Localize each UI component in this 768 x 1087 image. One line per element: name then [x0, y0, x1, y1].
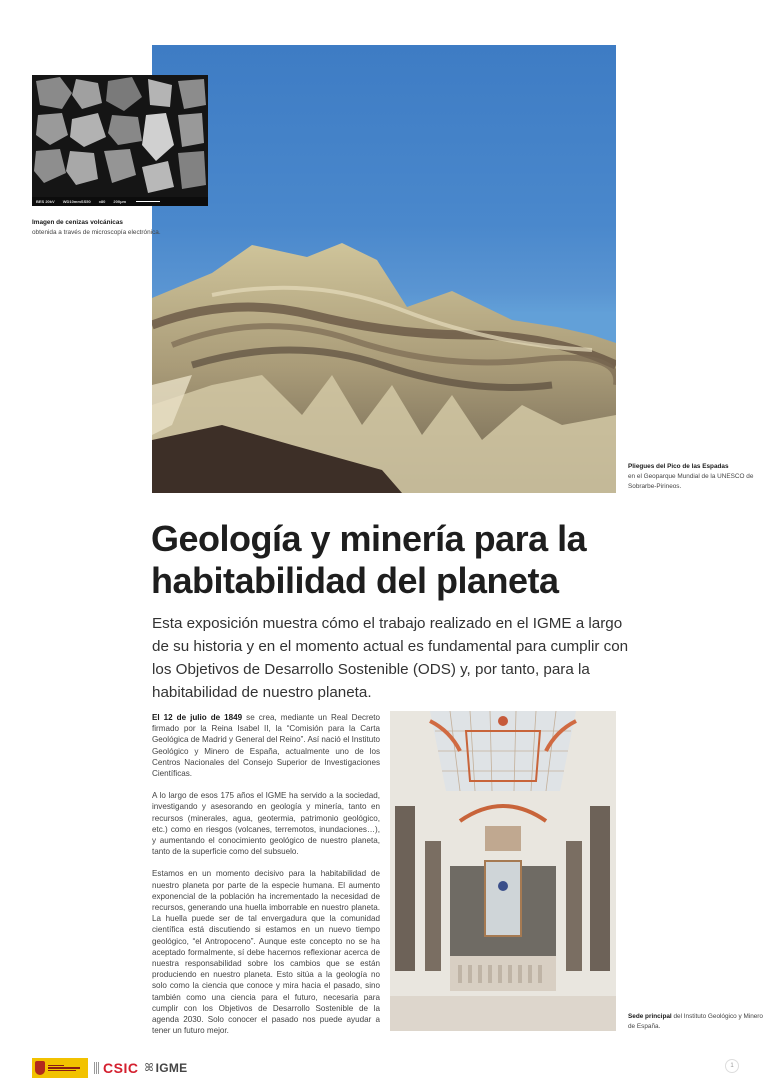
scale-wd: WD10mmSS50 — [62, 199, 91, 204]
paragraph-1-text: se crea, mediante un Real Decreto firmado por la Reina Isabel II, la “Comisión para la Carta Geológica de Madrid y General del Reino”. Así nació el Instituto Geológico y Minero de España, actualmente uno de los Centros Nacionales del Consejo Superior de Investigaciones Científicas. — [152, 713, 380, 779]
scale-bar — [32, 197, 208, 206]
csic-logo — [94, 1060, 138, 1076]
igme-mark-icon: ꕤ — [144, 1061, 154, 1074]
scale-mode: BES 20kV — [36, 199, 55, 204]
scale-value: 200μm — [113, 199, 127, 204]
caption-mountain — [628, 462, 763, 492]
caption-interior — [628, 1012, 763, 1032]
paragraph-1 — [152, 712, 380, 779]
csic-mark-icon — [94, 1062, 100, 1074]
igme-label: IGME — [155, 1061, 188, 1075]
lead-paragraph: Esta exposición muestra cómo el trabajo realizado en el IGME a largo de su historia y en el momento actual es fundamental para cumplir con los Objetivos de Desarrollo Sostenible (ODS) y, por tanto, para la habitabilidad de nuestro planeta. — [152, 615, 629, 701]
scale-mag: x80 — [98, 199, 106, 204]
coat-of-arms-icon — [35, 1061, 45, 1075]
footer-logos — [32, 1057, 187, 1079]
volcanic-ash-image — [32, 75, 208, 206]
csic-label: CSIC — [103, 1060, 139, 1076]
caption-interior-text: del Instituto Geológico y Minero de España. — [628, 1013, 763, 1030]
mountain-photo — [152, 45, 616, 493]
interior-photo — [390, 711, 616, 1031]
ministry-text-lines — [48, 1065, 80, 1072]
gobierno-logo — [32, 1058, 88, 1078]
page-number: 1 — [725, 1059, 739, 1073]
scale-line — [136, 201, 160, 203]
igme-logo — [144, 1061, 187, 1075]
caption-mountain-text: en el Geoparque Mundial de la UNESCO de Sobrarbe-Pirineos. — [628, 473, 754, 490]
paragraph-2: A lo largo de esos 175 años el IGME ha servido a la sociedad, investigando y asesorando en geología y minería, tanto en recursos (minerales, agua, geotermia, patrimonio geológico, etc.) como en riesgos (volcanes, terremotos, inundaciones…), y aumentando el conocimiento geológico de nuestro planeta, tanto de la superficie como del subsuelo. — [152, 791, 380, 857]
body-text — [152, 712, 380, 1047]
caption-ash — [32, 218, 162, 238]
date-highlight: El 12 de julio de 1849 — [152, 713, 243, 722]
caption-interior-bold: Sede principal — [628, 1013, 672, 1020]
page-title: Geología y minería para la habitabilidad del planeta — [151, 518, 587, 601]
caption-ash-bold: Imagen de cenizas volcánicas — [32, 219, 123, 226]
paragraph-3: Estamos en un momento decisivo para la habitabilidad de nuestro planeta por parte de la especie humana. El aumento exponencial de la población ha incrementado la necesidad de recursos, generando una huella imborrable en nuestro planeta. La huella puede ser de tal envergadura que la comunidad científica está discutiendo si estamos en un nuevo tiempo geológico, “el Antropoceno”. Aunque este concepto no se ha aceptado formalmente, sí debe hacernos reflexionar acerca de nuestra responsabilidad sobre los cambios que se están produciendo en nuestro planeta. Esto sitúa a la geología no solo como la ciencia que conoce y mira hacia el pasado, sino también como una ciencia para el futuro, necesaria para cumplir con los Objetivos de Desarrollo Sostenible de la agenda 2030. Solo conocer el pasado nos puede ayudar a tener un futuro mejor. — [152, 869, 380, 1036]
caption-ash-text: obtenida a través de microscopía electrónica. — [32, 229, 161, 236]
caption-mountain-bold: Pliegues del Pico de las Espadas — [628, 463, 729, 470]
